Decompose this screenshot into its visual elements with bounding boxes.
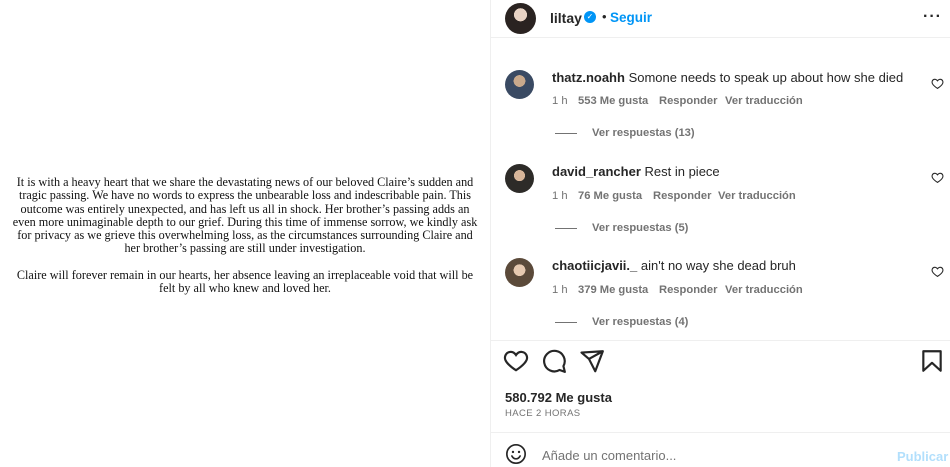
view-replies-button[interactable] — [555, 127, 695, 139]
comment-username[interactable]: chaotiicjavii._ — [552, 258, 638, 273]
comment-time[interactable]: 1 h — [552, 284, 568, 296]
comment-username[interactable]: thatz.noahh — [552, 70, 625, 85]
more-options-icon[interactable]: ··· — [923, 8, 942, 25]
comments-divider — [491, 340, 950, 341]
follow-button[interactable]: Seguir — [610, 10, 653, 25]
comment-body — [552, 258, 922, 274]
translate-button[interactable]: Ver traducción — [725, 284, 803, 296]
reply-button[interactable]: Responder — [653, 190, 712, 202]
comment-time[interactable]: 1 h — [552, 190, 568, 202]
comment-text: Somone needs to speak up about how she died — [628, 70, 904, 85]
comment-likes[interactable]: 553 Me gusta — [578, 95, 649, 107]
replies-line — [555, 228, 577, 229]
commenter-avatar[interactable] — [505, 164, 534, 193]
comment-text: Rest in piece — [644, 164, 720, 179]
view-replies-button[interactable] — [555, 316, 688, 328]
translate-button[interactable]: Ver traducción — [725, 95, 803, 107]
comment-item — [491, 70, 950, 165]
comment-time[interactable]: 1 h — [552, 95, 568, 107]
commenter-avatar[interactable] — [505, 70, 534, 99]
comment-item — [491, 258, 950, 353]
view-replies-label: Ver respuestas (13) — [592, 127, 695, 139]
emoji-icon[interactable] — [505, 443, 527, 465]
heart-icon[interactable] — [931, 171, 944, 184]
bookmark-icon[interactable] — [919, 348, 945, 374]
author-avatar[interactable] — [505, 3, 536, 34]
post-paragraph: Claire will forever remain in our hearts, her absence leaving an irreplaceable void that will be felt by all who knew and loved her. — [16, 267, 474, 296]
replies-line — [555, 133, 577, 134]
heart-icon[interactable] — [931, 265, 944, 278]
comment-likes[interactable]: 379 Me gusta — [578, 284, 649, 296]
comment-icon[interactable] — [541, 348, 567, 374]
comment-body — [552, 164, 922, 180]
post-paragraph: It is with a heavy heart that we share the devastating news of our beloved Claire’s sudden and tragic passing. We have no words to express the unbearable loss and indescribable pain. This outcome was entirely unexpected, and has left us all in shock. Her brother’s passing adds an even more unimaginable depth to our grief. During this time of immense sorrow, we kindly ask for privacy as we grieve this overwhelming loss, as the circumstances surrounding Claire and her brother’s passing are still under investigation. — [12, 175, 478, 256]
reply-button[interactable]: Responder — [659, 284, 718, 296]
header-separator: • — [602, 9, 607, 24]
likes-count[interactable]: 580.792 Me gusta — [505, 390, 612, 405]
translate-button[interactable]: Ver traducción — [718, 190, 796, 202]
post-side-panel — [490, 0, 950, 467]
comment-text: ain't no way she dead bruh — [640, 258, 796, 273]
replies-line — [555, 322, 577, 323]
add-comment-bar — [491, 434, 950, 467]
share-icon[interactable] — [579, 348, 605, 374]
reply-button[interactable]: Responder — [659, 95, 718, 107]
heart-icon[interactable] — [503, 348, 529, 374]
header-divider — [491, 37, 950, 38]
comment-input[interactable] — [542, 448, 882, 463]
post-statement — [8, 176, 482, 295]
comment-item — [491, 164, 950, 259]
publish-button[interactable]: Publicar — [897, 449, 949, 464]
view-replies-label: Ver respuestas (5) — [592, 222, 689, 234]
post-time[interactable]: HACE 2 HORAS — [505, 408, 581, 419]
author-username[interactable]: liltay — [550, 10, 582, 26]
commenter-avatar[interactable] — [505, 258, 534, 287]
view-replies-label: Ver respuestas (4) — [592, 316, 689, 328]
comment-username[interactable]: david_rancher — [552, 164, 641, 179]
footer-divider — [491, 432, 950, 433]
post-header — [491, 0, 950, 37]
comment-body — [552, 70, 922, 86]
view-replies-button[interactable] — [555, 222, 688, 234]
heart-icon[interactable] — [931, 77, 944, 90]
comment-likes[interactable]: 76 Me gusta — [578, 190, 643, 202]
verified-badge-icon: ✓ — [584, 11, 596, 23]
post-actions — [491, 348, 950, 378]
